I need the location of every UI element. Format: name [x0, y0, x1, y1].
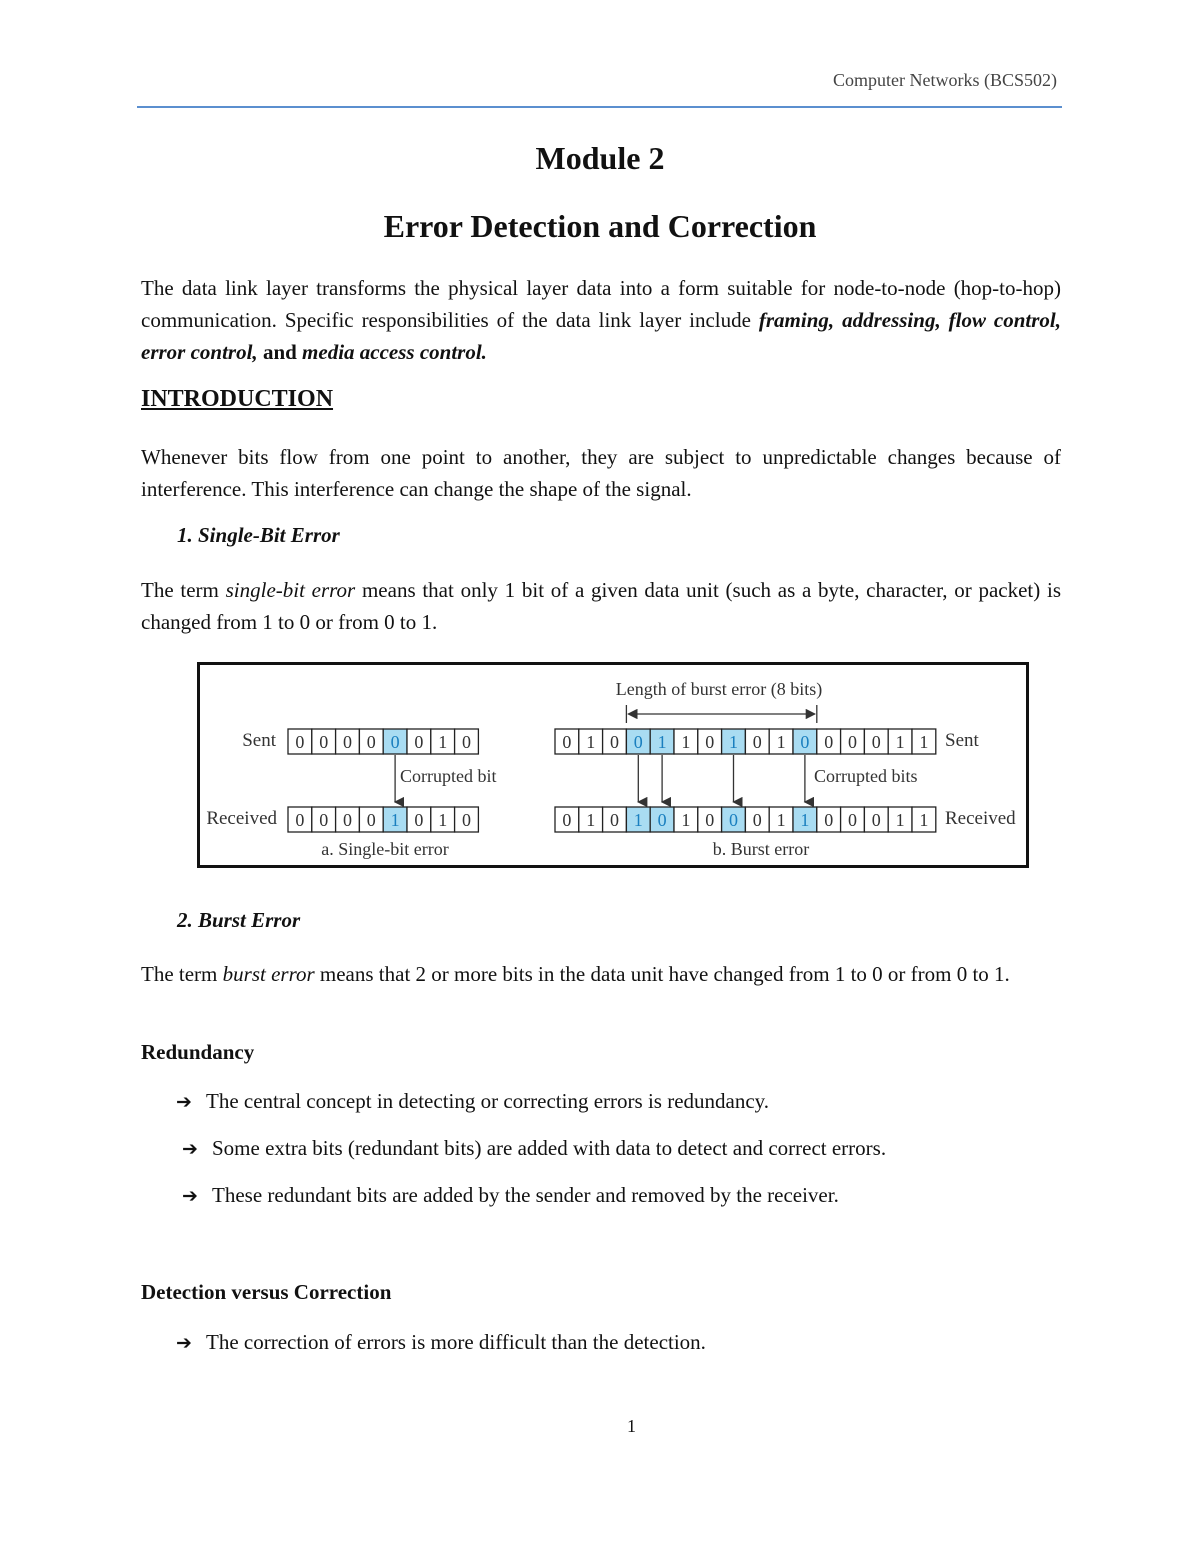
- single-received-label: Received: [206, 808, 277, 829]
- redundancy-bullet: ➔ These redundant bits are added by the sender and removed by the receiver.: [182, 1183, 839, 1207]
- single-bit-paragraph: The term single-bit error means that only 1 bit of a given data unit (such as a byte, character, or packet) is changed from 1 to 0 or from 0 to 1.: [141, 578, 1061, 634]
- single-sent-label: Sent: [242, 730, 276, 751]
- burst-received-bit: 0: [657, 810, 667, 830]
- burst-received-bit: 1: [633, 810, 643, 830]
- burst-sent-bit: 0: [633, 732, 643, 752]
- burst-received-bit: 1: [586, 810, 596, 830]
- burst-sent-bit: 0: [562, 732, 572, 752]
- running-header: Computer Networks (BCS502): [833, 70, 1057, 90]
- burst-received-bit: 0: [705, 810, 715, 830]
- burst-received-bit: 1: [776, 810, 786, 830]
- burst-sent-bit: 0: [705, 732, 715, 752]
- burst-sent-bit: 1: [919, 732, 929, 752]
- corrupted-bits-label: Corrupted bits: [814, 766, 918, 786]
- burst-received-bit: 0: [871, 810, 881, 830]
- burst-received-bit: 0: [752, 810, 762, 830]
- page-number: 1: [627, 1416, 636, 1436]
- single-received-bit: 1: [390, 810, 400, 830]
- arrow-right-icon: ➔: [182, 1185, 198, 1207]
- burst-received-bit: 0: [729, 810, 738, 830]
- error-figure: [197, 662, 1029, 868]
- burst-sent-bit: 0: [848, 732, 857, 752]
- single-received-bit: 0: [366, 810, 376, 830]
- single-received-bit: 0: [414, 810, 424, 830]
- burst-sent-label: Sent: [945, 730, 979, 751]
- single-sent-bit: 0: [366, 732, 376, 752]
- burst-received-bit: 1: [800, 810, 810, 830]
- burst-sent-bit: 0: [800, 732, 810, 752]
- single-received-bit: 0: [295, 810, 305, 830]
- burst-sent-bit: 0: [824, 732, 834, 752]
- burst-sent-bit: 1: [681, 732, 691, 752]
- burst-received-bit: 0: [562, 810, 572, 830]
- arrow-right-icon: ➔: [182, 1138, 198, 1160]
- arrow-right-icon: ➔: [176, 1332, 192, 1354]
- redundancy-bullet: ➔ The central concept in detecting or correcting errors is redundancy.: [176, 1089, 770, 1113]
- burst-sent-bit: 0: [752, 732, 762, 752]
- single-sent-bit: 1: [438, 732, 448, 752]
- single-sent-bit: 0: [414, 732, 424, 752]
- single-sent-bit: 0: [462, 732, 471, 752]
- burst-received-bit: 1: [895, 810, 905, 830]
- burst-received-label: Received: [945, 808, 1016, 829]
- single-caption: a. Single-bit error: [321, 839, 449, 859]
- topic-title: Error Detection and Correction: [383, 208, 817, 244]
- burst-sent-bit: 1: [895, 732, 905, 752]
- burst-sent-bit: 1: [776, 732, 786, 752]
- burst-sent-bit: 1: [586, 732, 596, 752]
- single-sent-bit: 0: [319, 732, 329, 752]
- corrupted-bit-label: Corrupted bit: [400, 766, 497, 786]
- single-received-bit: 1: [438, 810, 448, 830]
- burst-received-bit: 0: [848, 810, 857, 830]
- burst-sent-bit: 0: [610, 732, 619, 752]
- burst-sent-bit: 1: [729, 732, 738, 752]
- introduction-heading: INTRODUCTION: [141, 386, 334, 412]
- header-rule: [137, 106, 1062, 108]
- burst-caption: b. Burst error: [712, 839, 810, 859]
- intro-paragraph: The data link layer transforms the physical layer data into a form suitable for node-to-node (hop-to-hop) communication. Specific responsibilities of the data link layer include framing, addressing, flow control, error control, and media access control.: [141, 276, 1062, 364]
- arrow-right-icon: ➔: [176, 1091, 192, 1113]
- burst-length-label: Length of burst error (8 bits): [615, 679, 823, 699]
- detection-heading: Detection versus Correction: [141, 1280, 392, 1304]
- single-received-bit: 0: [343, 810, 352, 830]
- single-sent-bit: 0: [390, 732, 400, 752]
- burst-paragraph: The term burst error means that 2 or more bits in the data unit have changed from 1 to 0 or from 0 to 1.: [141, 962, 1010, 986]
- burst-received-bit: 1: [681, 810, 691, 830]
- burst-heading: 2. Burst Error: [177, 908, 301, 932]
- detection-bullet: ➔ The correction of errors is more difficult than the detection.: [176, 1330, 706, 1354]
- burst-received-bit: 0: [610, 810, 619, 830]
- burst-sent-bit: 0: [871, 732, 881, 752]
- single-sent-bit: 0: [343, 732, 352, 752]
- redundancy-heading: Redundancy: [141, 1040, 255, 1064]
- single-received-bit: 0: [319, 810, 329, 830]
- introduction-paragraph: Whenever bits flow from one point to another, they are subject to unpredictable changes because of interference. This interference can change the shape of the signal.: [141, 445, 1061, 501]
- single-sent-bit: 0: [295, 732, 305, 752]
- single-bit-heading: 1. Single-Bit Error: [177, 523, 340, 547]
- redundancy-bullet: ➔ Some extra bits (redundant bits) are added with data to detect and correct errors.: [182, 1136, 887, 1160]
- single-received-bit: 0: [462, 810, 471, 830]
- burst-sent-bit: 1: [657, 732, 667, 752]
- error-diagram: [200, 665, 1026, 865]
- module-title: Module 2: [535, 140, 665, 176]
- burst-received-bit: 0: [824, 810, 834, 830]
- burst-received-bit: 1: [919, 810, 929, 830]
